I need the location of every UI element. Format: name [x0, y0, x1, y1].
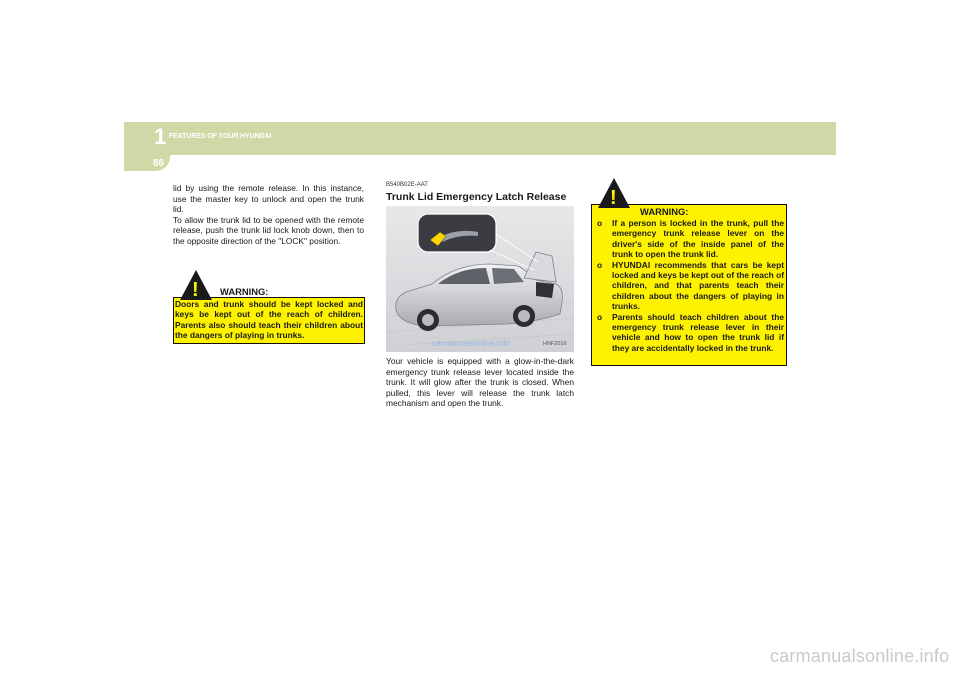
list-item-text: HYUNDAI recommends that cars be kept locked and keys be kept out of the reach of children, and that parents teach their children about the dangers of playing in trunks. — [612, 259, 784, 312]
section-title: Trunk Lid Emergency Latch Release — [386, 191, 567, 203]
paragraph: To allow the trunk lid to be opened with the remote release, push the trunk lid lock knob down, then to the opposite direction of the "LOCK" position. — [173, 214, 364, 246]
middle-column-text — [386, 356, 574, 409]
list-item-text: If a person is locked in the trunk, pull the emergency trunk release lever on the driver's side of the inside panel of the trunk to open the trunk lid. — [612, 218, 784, 260]
bullet: o — [597, 311, 603, 322]
list-item-text: Parents should teach children about the emergency trunk release lever in their vehicle and how to open the trunk lid if they are accidentally locked in the trunk. — [612, 311, 784, 353]
figure-overlay-text: carmanualsonline.info — [432, 339, 510, 348]
warning-title: WARNING: — [220, 286, 269, 297]
watermark: carmanualsonline.info — [770, 646, 950, 666]
exclamation-icon: ! — [192, 279, 199, 301]
warning-list — [597, 218, 784, 353]
bullet: o — [597, 218, 603, 228]
paragraph: lid by using the remote release. In this instance, use the master key to unlock and open the trunk lid. — [173, 183, 364, 215]
list-item — [597, 260, 784, 312]
figure-label: HNF2016 — [543, 341, 567, 347]
chapter-title: FEATURES OF YOUR HYUNDAI — [169, 133, 272, 140]
exclamation-icon: ! — [610, 187, 617, 209]
bullet: o — [597, 259, 603, 270]
list-item — [597, 218, 784, 260]
warning-text: Doors and trunk should be kept locked and keys be kept out of the reach of children. Parents also should teach their children about the dangers of playing in trunks. — [175, 299, 363, 340]
trunk-release-figure — [386, 206, 574, 352]
list-item — [597, 312, 784, 354]
section-code: B540B02E-AAT — [386, 182, 428, 188]
left-column-text — [173, 183, 364, 247]
paragraph: Your vehicle is equipped with a glow-in-the-dark emergency trunk release lever located inside the trunk. It will glow after the trunk is closed. When pulled, this lever will release the trunk latch mechanism and open the trunk. — [386, 356, 574, 409]
warning-title: WARNING: — [640, 206, 689, 217]
page-number: 86 — [153, 158, 165, 169]
chapter-number: 1 — [154, 124, 167, 149]
